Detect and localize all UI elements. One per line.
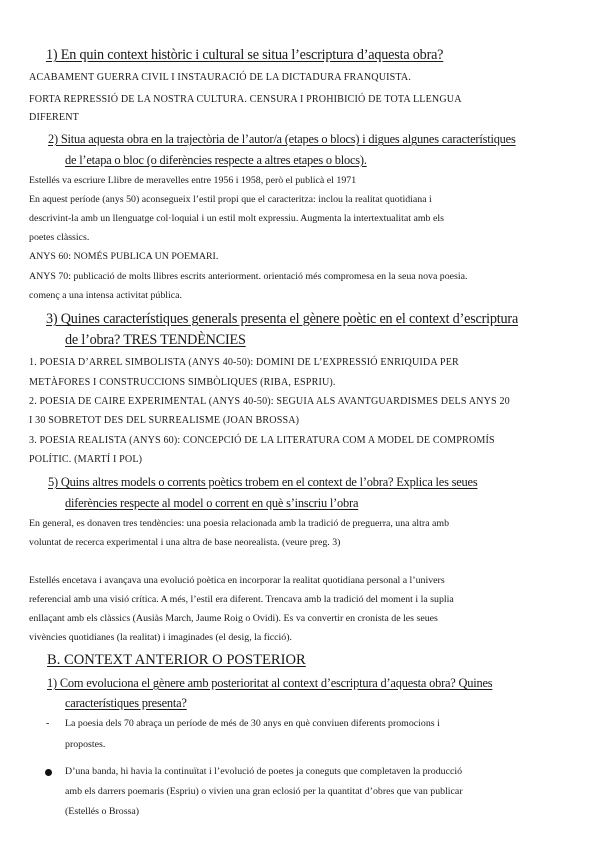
q3-answer-line: 3. POESIA REALISTA (ANYS 60): CONCEPCIÓ DE LA LITERATURA COM A MODEL DE COMPROMÍS [29, 435, 495, 446]
section-b-question-1-title: característiques presenta? [65, 696, 187, 710]
q3-answer-line: I 30 SOBRETOT DES DEL SURREALISME (JOAN BROSSA) [29, 415, 300, 426]
question-2-title: de l’etapa o bloc (o diferències respecte a altres etapes o blocs). [65, 153, 367, 167]
q1-answer-line: FORTA REPRESSIÓ DE LA NOSTRA CULTURA. CENSURA I PROHIBICIÓ DE TOTA LLENGUA [29, 94, 462, 105]
q5-paragraph-line: referencial amb una visió crítica. A més, l’estil era diferent. Trencava amb la tradició del moment i la suplia [29, 594, 454, 605]
dash-list-item-line: La poesia dels 70 abraça un període de més de 30 anys en què conviuen diferents promocions i [65, 718, 440, 729]
bullet-item-line: D’una banda, hi havia la continuïtat i l’evolució de poetes ja coneguts que completaven la producció [65, 766, 463, 777]
q3-answer-line: 2. POESIA DE CAIRE EXPERIMENTAL (ANYS 40-50): SEGUIA ALS AVANTGUARDISMES DELS ANYS 20 [29, 396, 510, 407]
question-2-title: 2) Situa aquesta obra en la trajectòria de l’autor/a (etapes o blocs) i digues algunes característiques [48, 132, 516, 146]
q5-answer-line: voluntat de recerca experimental i una altra de base neorealista. (veure preg. 3) [29, 537, 341, 548]
q1-answer-line: ACABAMENT GUERRA CIVIL I INSTAURACIÓ DE LA DICTADURA FRANQUISTA. [29, 72, 412, 83]
q2-answer-line: descrivint-la amb un llenguatge col·loquial i un estil molt expressiu. Augmenta la intertextualitat amb els [29, 213, 444, 224]
section-b-heading: B. CONTEXT ANTERIOR O POSTERIOR [47, 652, 306, 668]
q5-paragraph-line: enllaçant amb els clàssics (Ausiàs March, Jaume Roig o Ovidi). Es va convertir en cronista de les seues [29, 613, 438, 624]
section-b-question-1-title: 1) Com evoluciona el gènere amb posterioritat al context d’escriptura d’aquesta obra? Quines [47, 676, 493, 690]
question-3-title: 3) Quines característiques generals presenta el gènere poètic en el context d’escriptura [46, 311, 519, 327]
question-3-title: de l’obra? TRES TENDÈNCIES [65, 332, 246, 348]
q2-answer-line: ANYS 60: NOMÉS PUBLICA UN POEMARI. [29, 251, 219, 262]
bullet-marker [45, 769, 52, 776]
q5-paragraph-line: Estellés encetava i avançava una evolució poètica en incorporar la realitat quotidiana personal a l’univers [29, 575, 445, 586]
bullet-item-line: amb els darrers poemaris (Espriu) o vivien una gran eclosió per la quantitat d’obres que van publicar [65, 786, 463, 797]
dash-list-item-line: propostes. [65, 739, 106, 750]
q3-answer-line: POLÍTIC. (MARTÍ I POL) [29, 454, 143, 465]
q2-answer-line: començ a una intensa activitat pública. [29, 290, 182, 301]
bullet-item-line: (Estellés o Brossa) [65, 806, 140, 817]
q5-paragraph-line: vivències quotidianes (la realitat) i imaginades (el desig, la ficció). [29, 632, 292, 643]
q2-answer-line: poetes clàssics. [29, 232, 90, 243]
q1-answer-line: DIFERENT [29, 112, 79, 123]
q2-answer-line: Estellés va escriure Llibre de meravelles entre 1956 i 1958, però el publicà el 1971 [29, 175, 357, 186]
q2-answer-line: En aquest període (anys 50) aconsegueix l’estil propi que el caracteritza: inclou la realitat quotidiana i [29, 194, 432, 205]
q2-answer-line: ANYS 70: publicació de molts llibres escrits anteriorment. orientació més compromesa en la seua nova poesia. [29, 271, 468, 282]
q5-answer-line: En general, es donaven tres tendències: una poesia relacionada amb la tradició de preguerra, una altra amb [29, 518, 450, 529]
question-1-title: 1) En quin context històric i cultural se situa l’escriptura d’aquesta obra? [46, 47, 444, 63]
question-5-title: 5) Quins altres models o corrents poètics trobem en el context de l’obra? Explica les seues [48, 475, 478, 489]
q3-answer-line: METÀFORES I CONSTRUCCIONS SIMBÒLIQUES (RIBA, ESPRIU). [29, 377, 336, 388]
dash-list-marker: - [46, 718, 50, 729]
q3-answer-line: 1. POESIA D’ARREL SIMBOLISTA (ANYS 40-50): DOMINI DE L’EXPRESSIÓ ENRIQUIDA PER [29, 357, 459, 368]
question-5-title: diferències respecte al model o corrent en què s’inscriu l’obra [65, 496, 359, 510]
